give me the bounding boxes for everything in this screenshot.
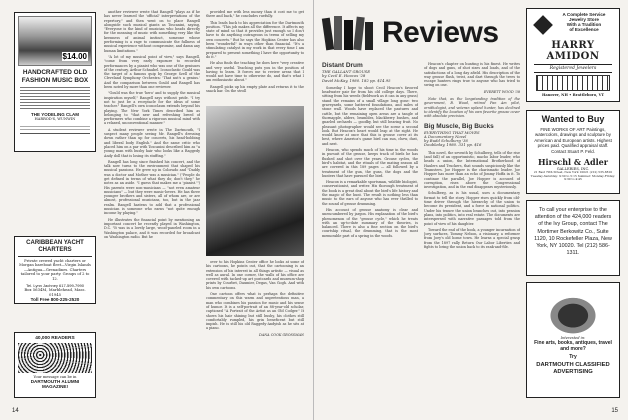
yacht-charters-toll-free: Toll Free 800-225-2520 [30,296,80,302]
yacht-charters-ad[interactable] [14,236,96,304]
jewelry-line-3: With a Tradition [566,22,602,27]
jewelry-name: HARRY AMIDON [546,40,600,62]
hirschl-sub: GALLERIES, INC. [556,167,590,172]
paragraph: One cartoon offers what is perhaps the definitive commentary on this warm and unpretentious man, a man who combines his passion for music and his sense of humor. It is a self-portrait of an 88-year-old scholar, captioned "A Portrait of the Artist as an Old Codger." It shows his hair shining but still bushy, his clothes still comfortably rumpled, his grin beneficent but still impish. He is still his old Raggedy-Andyish as he sits at a piano. [206,292,304,331]
rangell-photo [206,106,304,256]
paragraph: A student reviewer wrote in The Dartmouth, "I suspect many people seeing Mr. Rangell's dressing down rather than up for concerts, his head-bobbing and liberal body English." And the same critic who placed him on a par with Toscanini described him as "a young man with bushy hair who looks like a Raggedy Andy doll that is losing its stuffing." [104,127,200,158]
paragraph: This leads back to his appreciation for the Dartmouth position. "This job makes all the difference. It affects my state of mind so that it provides just enough so I don't have to do anything outrageous in terms of selling my own concerts." But he says the Hopkins Center has also been "wonderful" in ways other than financial. "It's a stimulating catalyst in my work in that every time I am prepared to present something I have the opportunity to do it." [206,20,304,59]
reviews-header [322,8,518,56]
hirschl-address: 21 East 70th Street, New York 10021 (212) 535-8810 Tuesday-Saturday: 9:30 to 5:15 Summer: Monday-Friday: 9:30 to 4:45 [530,170,616,182]
paragraph: Rangell has long since finished his concert, and the talk now turns to the environment that shaped his musical passions. He grew up in Colorado and "Daddy was a doctor and Mother was a musician." ("People do get defined in terms of what they do; don't they," he notes as an aside. "I guess that makes me a 'pianist.'") His parents were non-musicians — "not even amateur musicians" — but they were music-lovers. He has three younger brothers and sisters, all of whom are, or are almost, professional musicians, too, but in the jazz realm. Rangell hastens to add that a professional musician is someone who earns "not quite enough income by playing." [104,159,200,216]
review-2-publisher: Doubleday, 1980. 331 pp. $16 [424,142,482,148]
page-number-right: 15 [611,408,618,414]
hirschl-name: Hirschl & Adler [538,157,608,168]
right-page [314,0,628,420]
yacht-charters-body: Private crewed yacht charters or Morgan bareboat fleet—Virgin Islands—Antigua—Grenadines. Charters tailored to your party. Groups of 2 to 12. [19,258,91,281]
paragraph: Someday I hope to shoot Cecil Heacox's favored headwater pair for from his old college days. There, sitting from his weeds (fieldwork as it can in any grass) stand the remains of a small village long gone: two graveyards, some battered foundations, and miles of stone wall. Woods have replaced the pastures and cattle, but the remaining open areas are a tangle of thornapple, alders, brambles, blackberry bushes, and gnarled orchards — goodby, but still bearing fruit. No pleasant photographer would see the scene a second look. But Heacox's heart would leap at the sight. He would know at once that this is grouse cover at its best, where America's game bird can sun, chew, dust, and nest. [322,85,418,146]
paragraph: Heacox is a remarkable sportsman, wildlife biologist, conservationist, and writer. His thorough treatment of the book is a great deal about the bird's life history and the magic of the hunt. The result is nothing less than music to the ears of anyone who has ever thrilled to the sound of grouse drumming. [322,180,418,206]
review-2-subtitle: A Documentary Novel [424,133,467,139]
reviews-title: Reviews [382,16,499,49]
mortimer-body: To call your enterprise to the attention of the 424,000 readers of the Ivy Group, contact The Mortimer Berkowitz Co., Suite 1120, 10 Rockefeller Plaza, New York, NY 10020. Tel (212) 586-1311. [534,207,612,257]
music-box-lines [20,87,90,109]
jewelry-sub: Registered Jewelers [534,64,612,73]
review-1-book-title: THE GALLANT GROUSE [322,69,371,74]
review-1-publisher: David McKay, 1980. 182 pp. $14.95 [322,77,391,83]
paragraph: Heacox's chapter on hunting is his finest. He writes of dogs and guns, of shot sizes and loads, and of the satisfactions of a long day afield. His description of the way grouse flush, twist, and dart through the trees to escape hunters rings true to anyone who has tried to swing on one. [424,62,520,88]
review-1-author: by Cecil E. Heacox '28 [322,73,366,79]
classified-line-1: Fine arts, books, antiques, travel and more? [534,340,612,352]
paragraph: Toward the end of the book, a younger incarnation of Joey surfaces, Tommy Nelson, a visionary, a reformer from Joey's old home town. He learns a special grasp from the 1897 rally Return Our Labor Liberties and fights to bring the union back to its rank-and-file. [424,227,520,249]
review-1-column-a [322,62,418,398]
music-box-address: HARROD'S, WUNWIN [34,117,76,121]
review-1-byline: EVERETT WOOD '38 [483,89,520,94]
classified-ad[interactable] [526,282,620,398]
paragraph: He illustrates the financial point by mentioning an important concert he recently played in Washington, D.C. "It was in a lovely large, wood-paneled room in a Washington palace, and it was recorded for broadcast on Washington radio. But he [104,217,200,239]
paragraph: Rangell picks up his empty plate and returns it to the snack bar. On the stroll [206,84,304,94]
paragraph: "A lot of my musical point of view," says Rangell, "come from very early exposure to recorded performances by a pianist who was one of the geniuses of the century, Arthur Schnabel. Iconoclastic Gould was the target of a famous quip by George Szell of the Cleveland Symphony Orchestra: 'That nut's a genius.' And the comparison between Gould and Rangell has been noted by more than one reviewer. [104,54,200,90]
wanted-heading: Wanted to Buy [541,114,605,124]
yacht-charters-contact: Tel. Lynn Jachney 617-599-7990 [26,283,84,289]
readers-count: 40,000 READERS [35,336,75,341]
music-box-photo [18,16,92,66]
jewelry-storefront [536,75,610,91]
article-column-2-top [206,10,304,102]
wanted-body: FINE WORKS OF ART Paintings, watercolors, drawings and sculpture by American and European artists. Highest prices paid. Qualified appraisal staff. Contact Stuart P. Feld. [534,127,612,154]
review-column-b [424,62,520,398]
diamond-icon [533,15,553,35]
jewelry-line-4: of Excellence [569,27,599,32]
review-1-note: Note that, as the longstanding tradition of the government, B. Wood, retired Pan Am pilot, ornithologist, and veteran upland hunter, has declined to identify the location of his own favorite grouse cover with absolute precision. [424,97,520,119]
paragraph: Schulberg, as is his usual, uses a documentary format to tell the story. Hopper rises quickly from old-time driver through the hierarchy of the union to become its president, and a force in national politics. Under his tenure the union branches out, into pension plans, into politics, into real estate. The documents are interspersed with narrative passages told from the point of view of his daughter. [424,191,520,226]
review-2-book-title: EVERYTHING THAT MOVES [424,129,480,135]
jewelry-line-2: Jewelry Store [569,17,599,22]
article-byline: DANA COOK GROSSMAN [259,332,304,337]
review-1-title: Distant Drum [322,62,363,69]
music-box-order-lines [20,123,90,137]
article-column-2-bottom [206,260,304,398]
dartmouth-readers-ad[interactable] [14,332,96,398]
paragraph: over to his Hopkins Center office he looks at some of his cartoons, he points out, that the cartooning is an extension of his interest in all things artistic — visual as well as aural. In one corner, the walls of his office are covered with tacked-up art postcards and museum-shop prints by Courbet, Daumier, Degas, Van Gogh. And with his own cartoons. [206,260,304,290]
music-box-ad[interactable] [14,12,96,152]
music-box-seller: THE YODELING CLAM [31,112,79,117]
price-tag: $14.00 [62,52,87,61]
review-2-title: Big Muscle, Big Bucks [424,122,494,130]
books-icon [322,14,376,52]
article-column-1 [104,10,200,395]
paragraph: He also finds the teaching he does here "very creative and very useful. Teaching puts you in the position of having to learn. It forces me to review areas that I would not have time to otherwise do, and that's what I am enthusiastic about." [206,61,304,83]
paragraph: another reviewer wrote that Rangell "plays as if he has never learned the 'official' interpretations of the repertory," and then went on to place Rangell alongside such musical giants as Toscanini, saying, "Everyone is the kind of musician who heads directly for the meaning of music with something very like the keenness of animal instinct, someone whose performing is a rage to communicate the fullness of musical experience without compromise, and damn any human limitations." [104,10,200,53]
yacht-charters-address: Box 5634M, Marblehead, Mass. 01945 [24,287,86,297]
paragraph: Heacox, who spends much of his time in the woods in pursuit of the grouse, keeps track of birds he has flushed and shot over the years. Grouse cycles, the bird's habitat, and the rituals of the mating season all are covered in this 189 pages — all followed by a treatment of the gun, the guns, the dogs and the hunters that have pursued the bird. [322,148,418,178]
classified-tag: Interested in: [560,336,586,340]
jewelry-address: Hanover, NH • Brattleboro, VT [541,93,605,97]
paragraph: His account of grouse anatomy is clear and unencumbered by jargon. His explanation of the bird's phenomenon of the "grouse cycle," which he treats with an up-to-date summary of the theories, is balanced. There is also a fine section on the bird's courtship ritual, the drumming, that is the most memorable part of a spring in the woods. [322,207,418,238]
review-2-author: by Budd Schulberg '36 [424,138,468,144]
music-box-title: HANDCRAFTED OLD FASHION MUSIC BOX [21,69,89,84]
paragraph: This novel, the seventh by Schulberg, tells of the rise (and fall) of an opportunistic, macho labor leader, who heads a union, the International Brotherhood of Haulers and Truckers, that sounds suspiciously like the Teamsters. Joe Hopper is the charismatic leader. Joe Hopper has more than an echo of Jimmy Hoffa in it. To continue the parallel, Joe Hopper is accused of corruption, rises above the Congressional investigation, and in the end disappears mysteriously. [424,150,520,190]
paragraph: "Gould was the true 'hero' and to supply the musical inspiration myself," Rangell says without pride. "I try not to just be a receptacle for the ideas of some teacher." Rangell's own iconoclasm extends beyond his playing. The New York Times described him as belonging to "that new and refreshing breed of performers who combine a rigorous musical mind with a relaxed, unconventional manner." [104,91,200,126]
jewelry-line-1: A Complete Service [562,12,606,17]
classified-illustration [538,288,608,334]
classified-line-2: Try [569,354,577,360]
paragraph: provided me with less money than it cost me to get there and back," he concludes ruefully. [206,10,304,19]
yacht-charters-title: CARIBBEAN YACHT CHARTERS [18,240,92,257]
hirschl-adler-ad[interactable] [526,110,620,194]
mortimer-ad[interactable] [526,200,620,276]
classified-name: DARTMOUTH CLASSIFIED ADVERTISING [536,362,610,375]
dartmouth-ad-line: Your message can be in [33,375,77,379]
dartmouth-magazine-name: DARTMOUTH ALUMNI MAGAZINE! [30,379,80,389]
jewelry-store-ad[interactable] [526,8,620,102]
dartmouth-crowd-illustration [18,343,92,373]
page-number-left: 14 [12,408,19,414]
